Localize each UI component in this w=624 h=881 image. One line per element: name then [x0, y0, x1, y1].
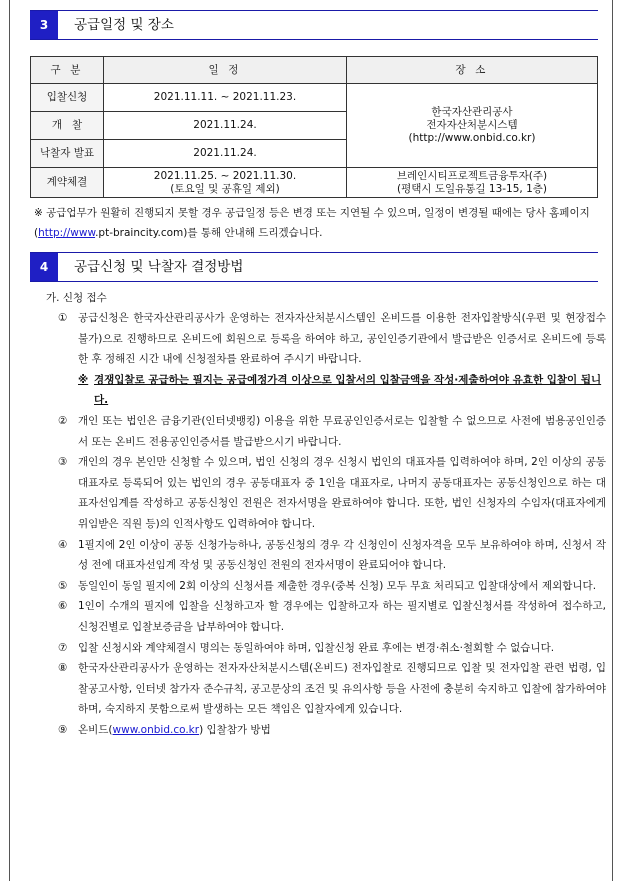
- list-item: [58, 535, 606, 576]
- item-text: 1인이 수개의 필지에 입찰을 신청하고자 할 경우에는 입찰하고자 하는 필지별로 입찰신청서를 작성하여 접수하고, 신청건별로 입찰보증금을 납부하여야 합니다.: [78, 600, 606, 633]
- section-3-header: [30, 10, 598, 40]
- emphasis-note: [58, 370, 606, 411]
- item-number: ⑨: [58, 723, 68, 736]
- item-number: ④: [58, 538, 68, 551]
- emphasis-text: 경쟁입찰로 공급하는 필지는 공급예정가격 이상으로 입찰서의 입찰금액을 작성·제출하여야 유효한 입찰이 됩니다.: [94, 373, 602, 407]
- section-3-title: 공급일정 및 장소: [74, 17, 174, 33]
- item-number: ⑤: [58, 579, 68, 592]
- item9-suffix: ) 입찰참가 방법: [199, 723, 271, 736]
- place-online-line1: 한국자산관리공사: [431, 106, 513, 118]
- homepage-link[interactable]: http://www: [38, 227, 96, 239]
- row-label-announce: 낙찰자 발표: [31, 140, 104, 168]
- place-contract-line1: 브레인시티프로젝트금융투자(주): [396, 169, 548, 182]
- schedule-table: [30, 56, 598, 198]
- item-text: 한국자산관리공사가 운영하는 전자자산처분시스템(온비드) 전자입찰로 진행되므로 입찰 및 전자입찰 관련 법령, 입찰공고사항, 인터넷 참가자 준수규칙, 공고문상의 조건 및 유의사항 등을 사전에 충분히 숙지하고 입찰에 참가하여야 하며, 숙지하지 못함으로써 발생하는 모든 책임은 입찰자에게 있습니다.: [78, 662, 606, 716]
- section-4-number: 4: [30, 253, 58, 281]
- row-label-bid: 입찰신청: [31, 84, 104, 112]
- header-place: 장 소: [347, 57, 598, 84]
- row-date-bid: 2021.11.11. ~ 2021.11.23.: [104, 84, 347, 112]
- note-suffix: .pt-braincity.com)를 통해 안내해 드리겠습니다.: [95, 227, 323, 239]
- section-4-title: 공급신청 및 낙찰자 결정방법: [74, 259, 244, 275]
- item-text: 개인의 경우 본인만 신청할 수 있으며, 법인 신청의 경우 신청시 법인의 대표자를 입력하여야 하며, 2인 이상의 공동대표자로 등록되어 있는 법인의 경우 공동대표자 중 1인을 대표자로, 나머지 공동대표자는 공동신청인으로 하는 대표자선임계를 작성하고 공동신청인 전원은 전자서명을 완료하여야 합니다. 또한, 법인 신청자의 수임자(대표자에게 위임받은 직원 등)의 인적사항도 입력하여야 합니다.: [78, 456, 606, 530]
- list-item: [58, 720, 606, 741]
- table-row: [31, 168, 598, 198]
- row-date-opening: 2021.11.24.: [104, 112, 347, 140]
- item-text: 개인 또는 법인은 금융기관(인터넷뱅킹) 이용을 위한 무료공인인증서로는 입찰할 수 없으므로 사전에 범용공인인증서 또는 온비드 전용공인인증서를 발급받으시기 바랍니다.: [78, 414, 606, 448]
- list-item: [58, 638, 606, 659]
- place-online-line3: (http://www.onbid.co.kr): [408, 132, 536, 144]
- page-border-left: [9, 0, 10, 881]
- contract-date-line2: (토요일 및 공휴일 제외): [170, 182, 280, 195]
- item-text: [78, 720, 606, 741]
- place-contract-cell: [347, 168, 598, 198]
- contract-date-line1: 2021.11.25. ~ 2021.11.30.: [153, 169, 297, 182]
- page-border-right: [612, 0, 613, 881]
- onbid-link[interactable]: www.onbid.co.kr: [112, 723, 200, 736]
- item-number: ⑧: [58, 662, 68, 675]
- list-item: [58, 452, 606, 534]
- note-prefix: ※ 공급업무가 원활히 진행되지 못할 경우 공급일정 등은 변경 또는 지연될 수 있으며, 일정이 변경될 때에는 당사 홈페이지(: [34, 207, 590, 239]
- row-date-contract: [104, 168, 347, 198]
- header-category: 구 분: [31, 57, 104, 84]
- list-item: [58, 411, 606, 452]
- list-item: [58, 658, 606, 720]
- item-number: ①: [58, 312, 68, 324]
- row-date-announce: 2021.11.24.: [104, 140, 347, 168]
- section-4-header: [30, 252, 598, 282]
- item-text: 1필지에 2인 이상이 공동 신청가능하나, 공동신청의 경우 각 신청인이 신청자격을 모두 보유하여야 하며, 신청서 작성 전에 대표자선임계 작성 및 공동신청인 전원의 전자서명이 완료되어야 합니다.: [78, 538, 606, 572]
- place-contract-line2: (평택시 도일유통길 13-15, 1층): [396, 182, 548, 195]
- table-header-row: [31, 57, 598, 84]
- place-online-line2: 전자자산처분시스템: [426, 119, 518, 131]
- section-3-number: 3: [30, 11, 58, 39]
- item-text: 공급신청은 한국자산관리공사가 운영하는 전자자산처분시스템인 온비드를 이용한 전자입찰방식(우편 및 현장접수 불가)으로 진행하므로 온비드에 회원으로 등록을 하여야 하고, 공인인증기관에서 발급받은 인증서로 온비드에 등록한 후 정해진 시간 내에 신청절차를 완료하여 주시기 바랍니다.: [78, 312, 606, 366]
- item9-prefix: 온비드(: [78, 723, 113, 736]
- row-label-contract: 계약체결: [31, 168, 104, 198]
- table-row: [31, 84, 598, 112]
- item-number: ②: [58, 414, 68, 427]
- sub-heading: 가. 신청 접수: [46, 292, 107, 304]
- list-item: [58, 308, 606, 370]
- list-item: [58, 576, 606, 597]
- place-online-cell: [347, 84, 598, 168]
- item-number: ⑦: [58, 641, 68, 654]
- item-number: ⑥: [58, 600, 68, 613]
- item-number: ③: [58, 456, 68, 469]
- emphasis-star: ※: [78, 373, 89, 386]
- item-text: 동일인이 동일 필지에 2회 이상의 신청서를 제출한 경우(중복 신청) 모두 무효 처리되고 입찰대상에서 제외합니다.: [78, 579, 597, 592]
- list-item: [58, 596, 606, 637]
- schedule-note: [34, 203, 600, 243]
- item-text: 입찰 신청시와 계약체결시 명의는 동일하여야 하며, 입찰신청 완료 후에는 변경·취소·철회할 수 없습니다.: [78, 641, 555, 654]
- row-label-opening: 개 찰: [31, 112, 104, 140]
- application-items: [58, 308, 606, 740]
- header-schedule: 일 정: [104, 57, 347, 84]
